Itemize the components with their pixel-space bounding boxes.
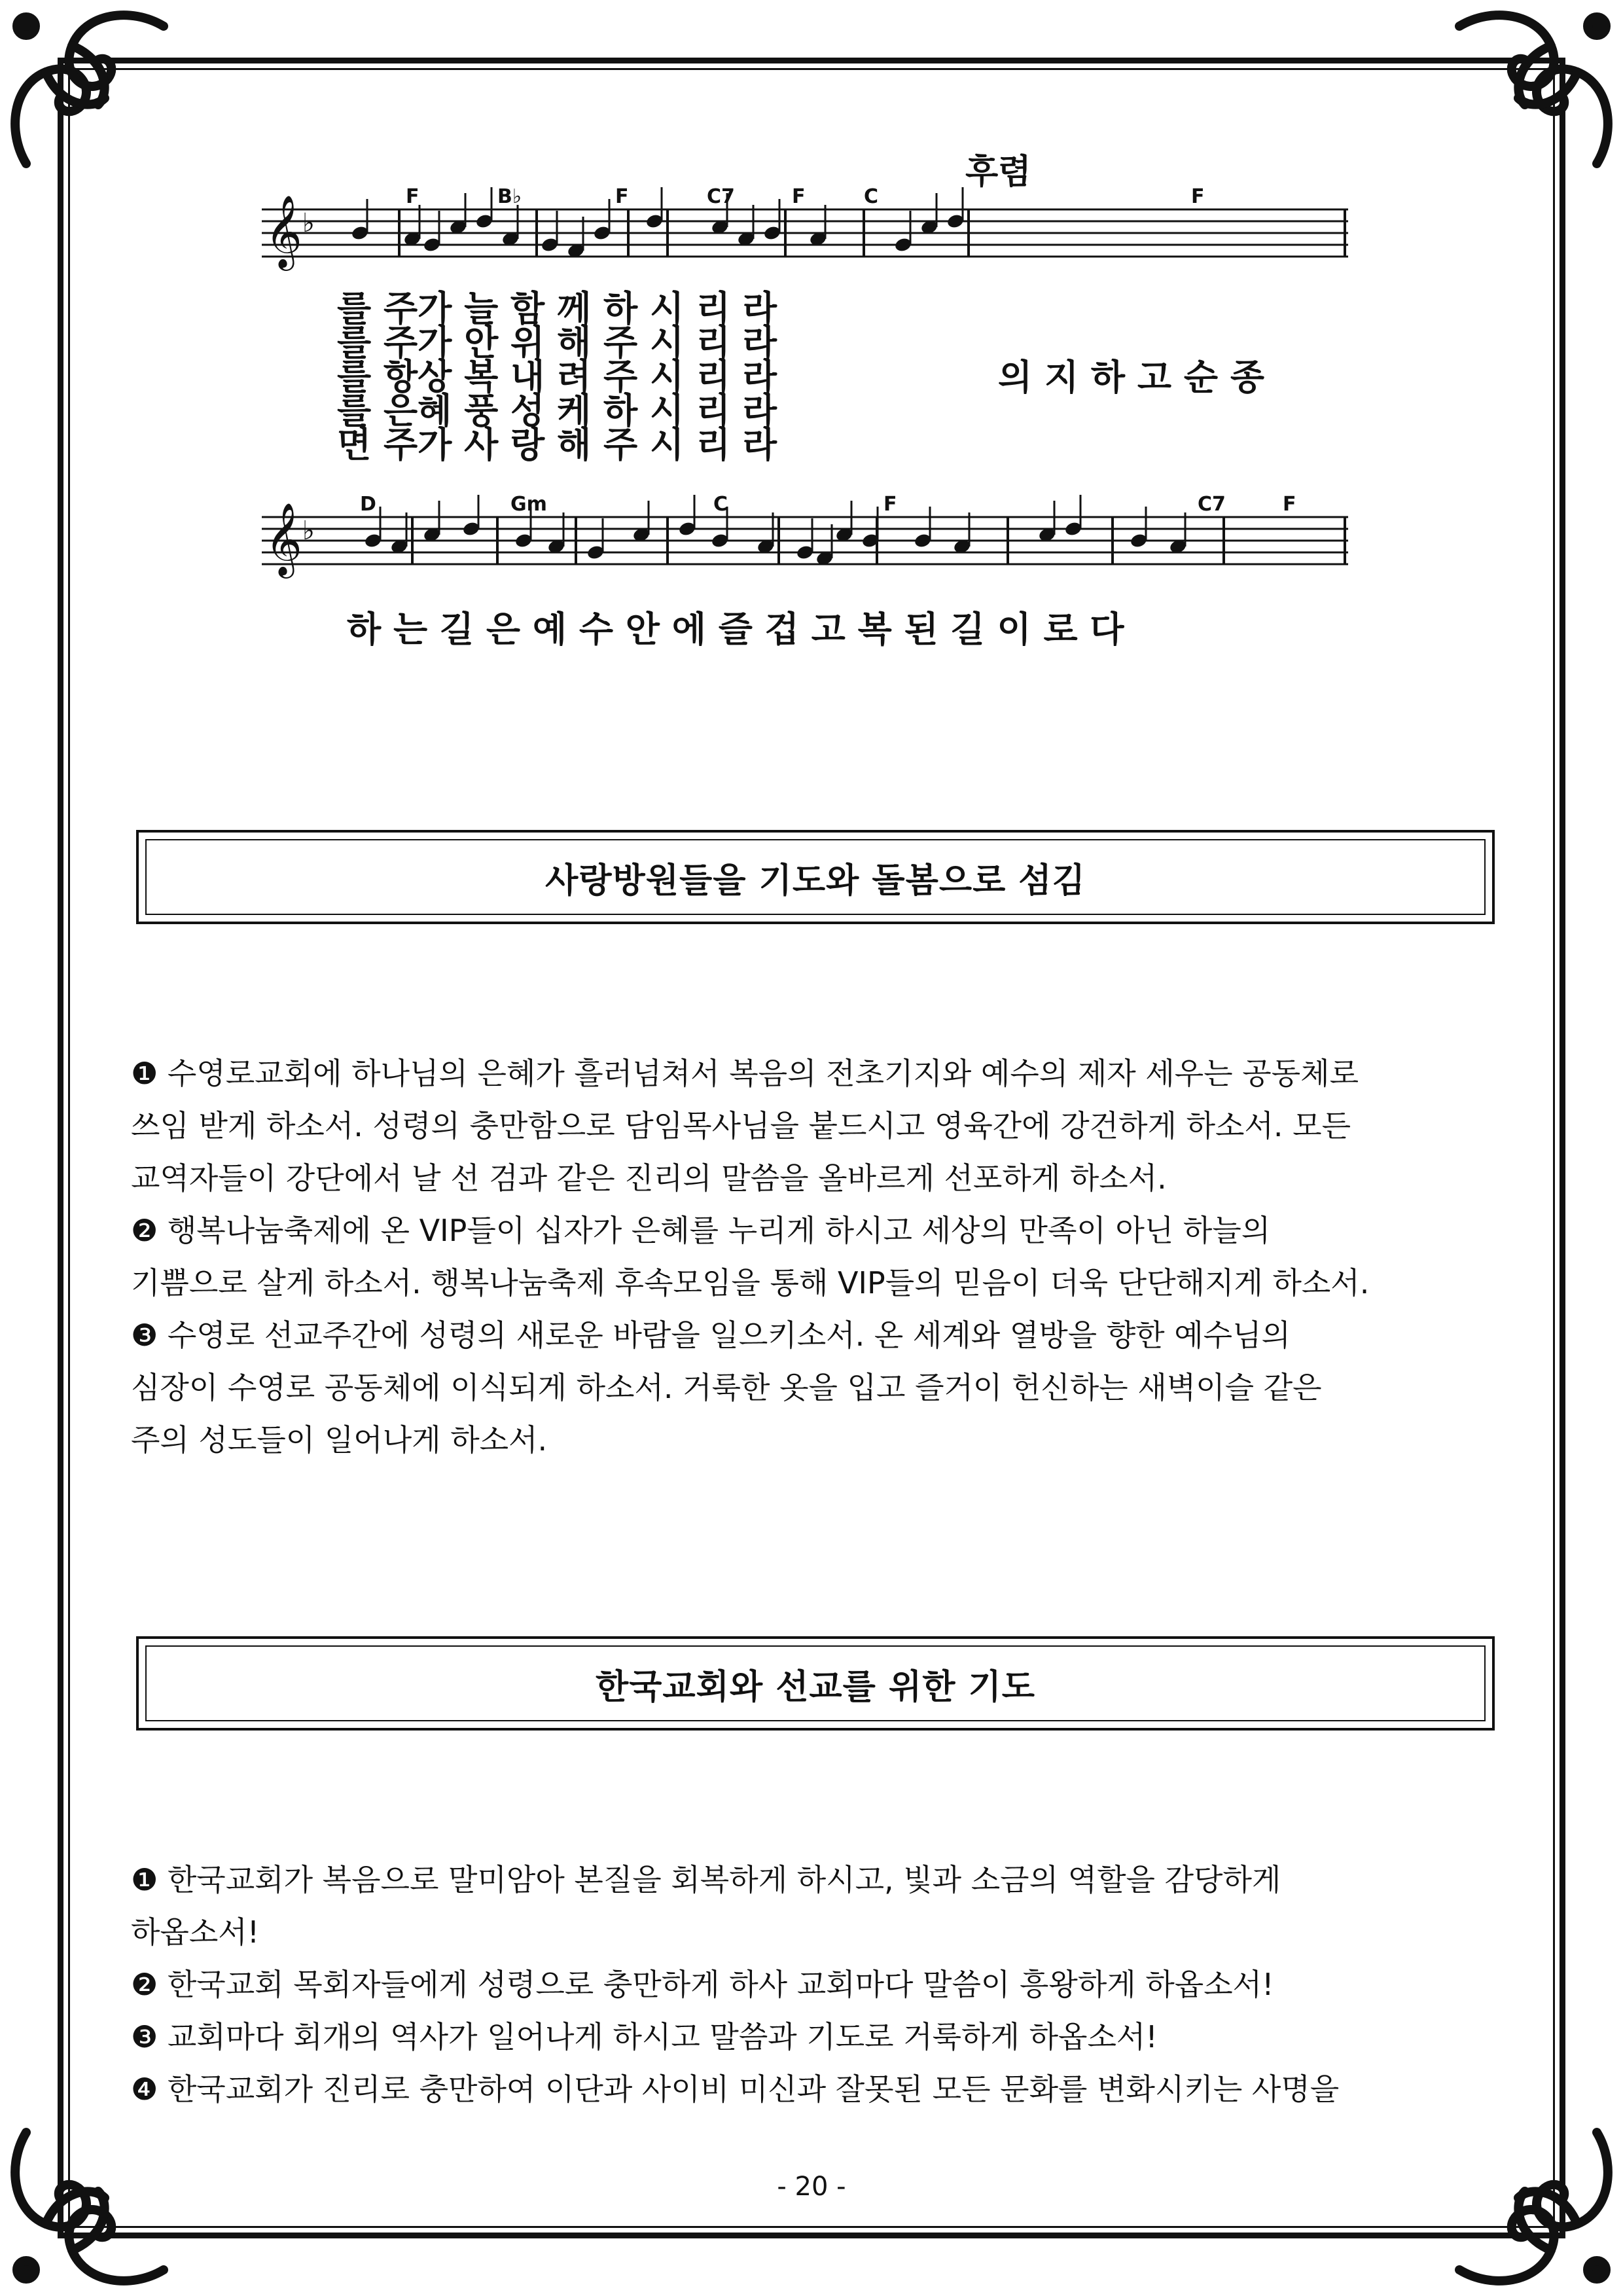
- chord-symbol: F: [406, 185, 419, 208]
- chord-symbol: F: [1283, 493, 1296, 516]
- prayer-line: ❶ 수영로교회에 하나님의 은혜가 흘러넘쳐서 복음의 전초기지와 예수의 제자 세우는 공동체로: [131, 1056, 1359, 1091]
- refrain-label: 후렴: [965, 152, 1031, 192]
- chord-symbol: F: [883, 493, 897, 516]
- prayer-line: ❶ 한국교회가 복음으로 말미암아 본질을 회복하게 하시고, 빛과 소금의 역할을 감당하게: [131, 1862, 1281, 1897]
- chord-symbol: F: [792, 185, 806, 208]
- corner-ornament-top-right: [1427, 0, 1623, 196]
- staff-2: [262, 495, 1348, 579]
- hymn-score: [262, 144, 1361, 668]
- section-2-title-box: [136, 1636, 1495, 1731]
- treble-clef-icon: 𝄞: [265, 502, 302, 575]
- verse-lyric-line: 면 주가 사 랑 해 주 시 리 라: [337, 424, 777, 465]
- prayer-line: ❸ 교회마다 회개의 역사가 일어나게 하시고 말씀과 기도로 거룩하게 하옵소서!: [131, 2019, 1158, 2054]
- prayer-line: ❹ 한국교회가 진리로 충만하여 이단과 사이비 미신과 잘못된 모든 문화를 변화시키는 사명을: [131, 2072, 1340, 2107]
- verse-lyric-line: 를 항상 복 내 려 주 시 리 라: [337, 356, 777, 397]
- chord-symbol: C7: [707, 185, 735, 208]
- prayer-line: ❸ 수영로 선교주간에 성령의 새로운 바람을 일으키소서. 온 세계와 열방을 향한 예수님의: [131, 1318, 1291, 1353]
- prayer-line: 심장이 수영로 공동체에 이식되게 하소서. 거룩한 옷을 입고 즐거이 헌신하는 새벽이슬 같은: [131, 1370, 1322, 1405]
- prayer-line: 주의 성도들이 일어나게 하소서.: [131, 1422, 548, 1458]
- chord-symbol: Gm: [510, 493, 547, 516]
- chord-symbol: C: [864, 185, 879, 208]
- section-1-title: 사랑방원들을 기도와 돌봄으로 섬김: [545, 861, 1086, 901]
- section-1-prayers: [131, 1047, 1492, 1466]
- chord-symbol: C7: [1198, 493, 1226, 516]
- section-2-title: 한국교회와 선교를 위한 기도: [595, 1667, 1036, 1707]
- chord-symbol: F: [1191, 185, 1205, 208]
- section-1-title-box: [136, 830, 1495, 924]
- flat-key-signature-icon: ♭: [302, 516, 315, 546]
- verse-lyric-line: 를 주가 안 위 해 주 시 리 라: [337, 322, 777, 363]
- chord-symbol: F: [615, 185, 629, 208]
- flat-key-signature-icon: ♭: [302, 208, 315, 238]
- prayer-line: 하옵소서!: [131, 1914, 260, 1950]
- prayer-line: ❷ 행복나눔축제에 온 VIP들이 십자가 은혜를 누리게 하시고 세상의 만족이 아닌 하늘의: [131, 1213, 1271, 1248]
- chord-symbol: C: [713, 493, 728, 516]
- verse-lyric-line: 를 은혜 풍 성 케 하 시 리 라: [337, 390, 777, 431]
- corner-ornament-top-left: [0, 0, 196, 196]
- prayer-line: 쓰임 받게 하소서. 성령의 충만함으로 담임목사님을 붙드시고 영육간에 강건하게 하소서. 모든: [131, 1108, 1351, 1143]
- treble-clef-icon: 𝄞: [265, 194, 302, 268]
- section-2-prayers: [131, 1854, 1492, 2115]
- prayer-line: 기쁨으로 살게 하소서. 행복나눔축제 후속모임을 통해 VIP들의 믿음이 더욱 단단해지게 하소서.: [131, 1265, 1370, 1300]
- page-number: - 20 -: [777, 2172, 846, 2202]
- prayer-line: 교역자들이 강단에서 날 선 검과 같은 진리의 말씀을 올바르게 선포하게 하소서.: [131, 1160, 1167, 1196]
- chord-symbol: B♭: [497, 185, 522, 208]
- hymn-score-svg: [262, 144, 1361, 668]
- chord-symbol: D: [360, 493, 376, 516]
- verse-lyric-line: 를 주가 늘 함 께 하 시 리 라: [337, 288, 777, 329]
- refrain-end-lyric: 하 는 길 은 예 수 안 에 즐 겁 고 복 된 길 이 로 다: [347, 609, 1124, 650]
- refrain-start-lyric: 의 지 하 고 순 종: [998, 357, 1264, 398]
- prayer-line: ❷ 한국교회 목회자들에게 성령으로 충만하게 하사 교회마다 말씀이 흥왕하게 하옵소서!: [131, 1967, 1274, 2002]
